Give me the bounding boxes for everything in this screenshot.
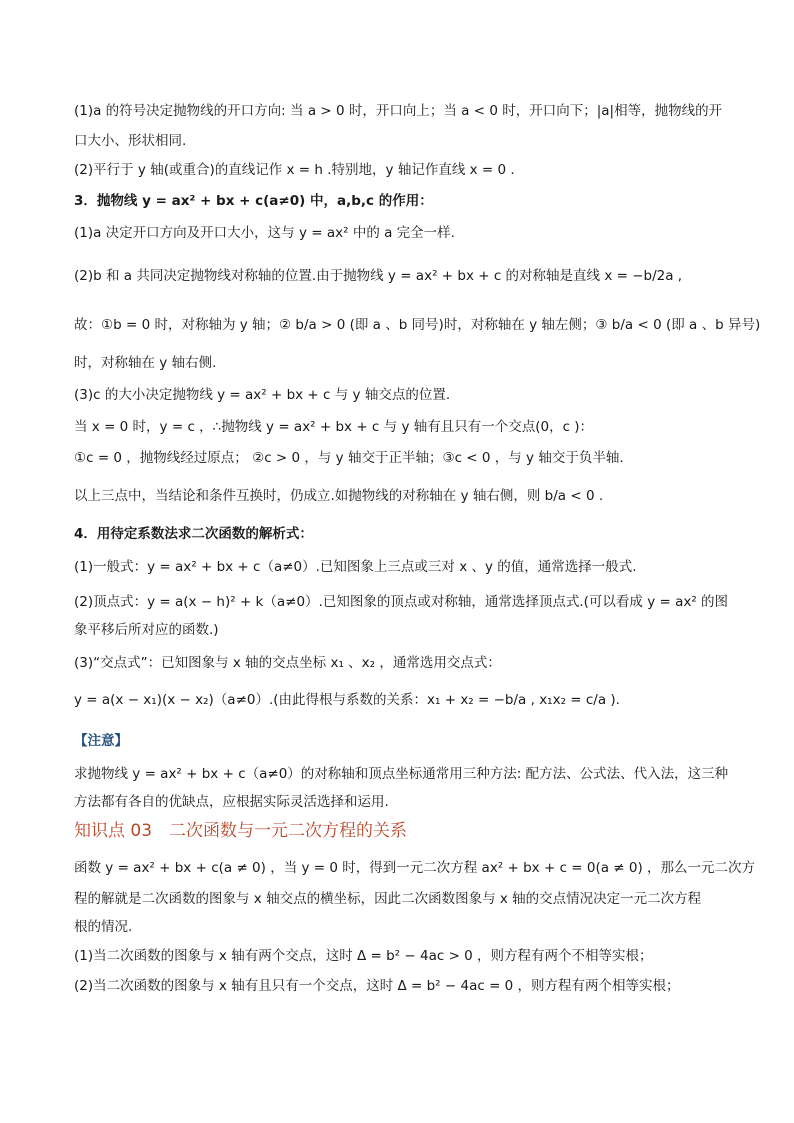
text-line: (1)一般式：y = ax² + bx + c（a≠0）.已知图象上三点或三对 x 、y 的值，通常选择一般式. bbox=[74, 559, 637, 575]
text-line: 方法都有各自的优缺点，应根据实际灵活选择和运用. bbox=[74, 794, 389, 810]
text-line: ①c = 0 ，抛物线经过原点； ②c > 0 ，与 y 轴交于正半轴；③c < 0 ，与 y 轴交于负半轴. bbox=[74, 450, 624, 466]
text-line: 程的解就是二次函数的图象与 x 轴交点的横坐标，因此二次函数图象与 x 轴的交点情况决定一元二次方程 bbox=[74, 891, 702, 907]
knowledge-point-heading: 知识点 03 二次函数与一元二次方程的关系 bbox=[74, 821, 408, 841]
text-line: 函数 y = ax² + bx + c(a ≠ 0) ，当 y = 0 时，得到一元二次方程 ax² + bx + c = 0(a ≠ 0) ，那么一元二次方 bbox=[74, 860, 756, 876]
text-line: (2)当二次函数的图象与 x 轴有且只有一个交点，这时 Δ = b² − 4ac = 0 ，则方程有两个相等实根； bbox=[74, 978, 680, 994]
section-heading: 4．用待定系数法求二次函数的解析式： bbox=[74, 526, 313, 542]
text-line: 以上三点中，当结论和条件互换时，仍成立.如抛物线的对称轴在 y 轴右侧，则 b/a < 0 . bbox=[74, 488, 604, 504]
text-line: 故：①b = 0 时，对称轴为 y 轴；② b/a > 0 (即 a 、b 同号)时，对称轴在 y 轴左侧；③ b/a < 0 (即 a 、b 异号) bbox=[74, 317, 761, 333]
text-line: (2)平行于 y 轴(或重合)的直线记作 x = h .特别地，y 轴记作直线 x = 0 . bbox=[74, 162, 515, 178]
text-line: (1)a 决定开口方向及开口大小，这与 y = ax² 中的 a 完全一样. bbox=[74, 225, 455, 241]
text-line: (2)顶点式：y = a(x − h)² + k（a≠0）.已知图象的顶点或对称轴，通常选择顶点式.(可以看成 y = ax² 的图 bbox=[74, 594, 729, 610]
text-line: (1)a 的符号决定抛物线的开口方向: 当 a > 0 时，开口向上；当 a < 0 时，开口向下；|a|相等，抛物线的开 bbox=[74, 103, 723, 119]
text-line: (1)当二次函数的图象与 x 轴有两个交点，这时 Δ = b² − 4ac > 0 ，则方程有两个不相等实根； bbox=[74, 948, 653, 964]
text-line: 求抛物线 y = ax² + bx + c（a≠0）的对称轴和顶点坐标通常用三种方法: 配方法、公式法、代入法，这三种 bbox=[74, 766, 729, 782]
text-line: (3)c 的大小决定抛物线 y = ax² + bx + c 与 y 轴交点的位置. bbox=[74, 387, 451, 403]
text-line: 根的情况. bbox=[74, 919, 133, 935]
text-line: 当 x = 0 时，y = c ，∴抛物线 y = ax² + bx + c 与 y 轴有且只有一个交点(0，c )： bbox=[74, 419, 594, 435]
text-line: (2)b 和 a 共同决定抛物线对称轴的位置.由于抛物线 y = ax² + bx + c 的对称轴是直线 x = −b/2a , bbox=[74, 268, 683, 284]
section-heading: 3．抛物线 y = ax² + bx + c(a≠0) 中，a,b,c 的作用： bbox=[74, 193, 433, 209]
text-line: y = a(x − x₁)(x − x₂)（a≠0）.(由此得根与系数的关系：x₁ + x₂ = −b/a , x₁x₂ = c/a ). bbox=[74, 692, 620, 708]
text-line: 口大小、形状相同. bbox=[74, 133, 187, 149]
note-label: 【注意】 bbox=[74, 733, 128, 749]
text-line: 时，对称轴在 y 轴右侧. bbox=[74, 355, 217, 371]
text-line: (3)“交点式”：已知图象与 x 轴的交点坐标 x₁ 、x₂ ，通常选用交点式： bbox=[74, 655, 501, 671]
text-line: 象平移后所对应的函数.) bbox=[74, 622, 219, 638]
